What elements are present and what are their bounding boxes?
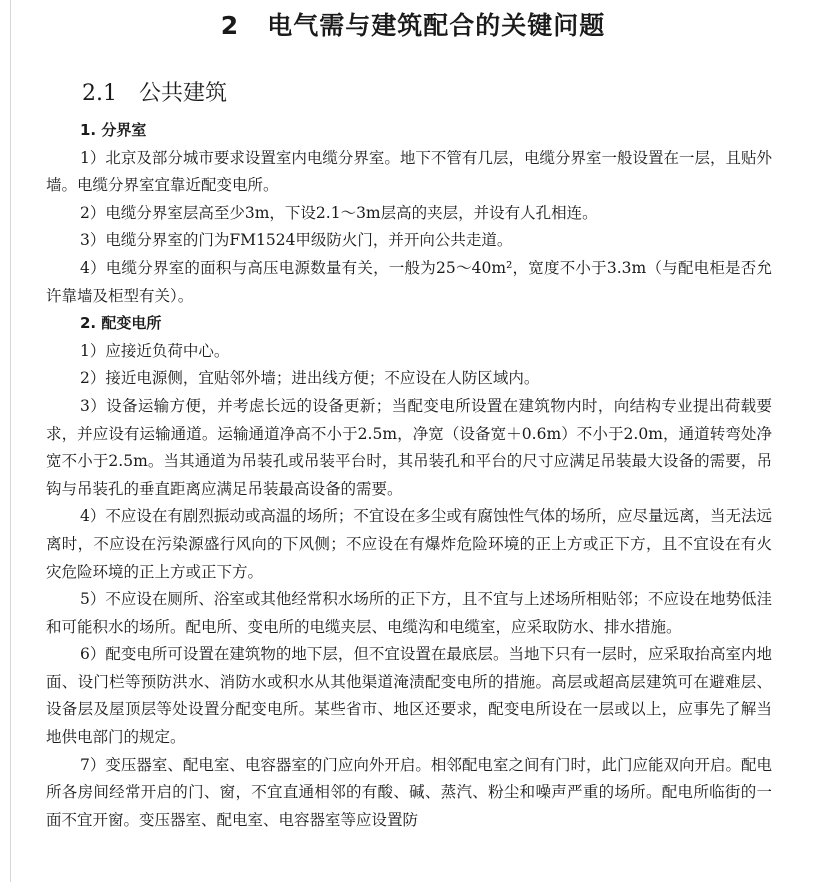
section-title-text: 公共建筑: [139, 81, 228, 106]
paragraph: 3）电缆分界室的门为FM1524甲级防火门，并开向公共走道。: [80, 231, 513, 250]
paragraph: 1）北京及部分城市要求设置室内电缆分界室。地下不管有几层，电缆分界室一般设置在一层，且贴外墙。电缆分界室宜靠近配变电所。: [46, 148, 772, 195]
section-number: 2.1: [82, 81, 117, 106]
paragraph: 6）配变电所可设置在建筑物的地下层，但不宜设置在最底层。当地下只有一层时，应采取抬高室内地面、设门栏等预防洪水、消防水或积水从其他渠道淹渍配变电所的措施。高层或超高层建筑可在避难层、设备层及屋顶层等处设置分配变电所。某些省市、地区还要求，配变电所设在一层或以上，应事先了解当地供电部门的规定。: [46, 645, 772, 747]
page-edge-line: [10, 0, 11, 882]
paragraph: 4）不应设在有剧烈振动或高温的场所；不宜设在多尘或有腐蚀性气体的场所，应尽量远离，当无法远离时，不应设在污染源盛行风向的下风侧；不应设在有爆炸危险环境的正上方或正下方，且不宜设在有火灾危险环境的正上方或正下方。: [46, 507, 772, 581]
subsection-heading: 2. 配变电所: [80, 314, 162, 333]
paragraph: 2）电缆分界室层高至少3m，下设2.1～3m层高的夹层，并设有人孔相连。: [80, 203, 598, 222]
paragraph: 3）设备运输方便，并考虑长远的设备更新；当配变电所设置在建筑物内时，向结构专业提出荷载要求，并应设有运输通道。运输通道净高不小于2.5m，净宽（设备宽＋0.6m）不小于2.0m，通道转弯处净宽不小于2.5m。当其通道为吊装孔或吊装平台时，其吊装孔和平台的尺寸应满足吊装最大设备的需要，吊钩与吊装孔的垂直距离应满足吊装最高设备的需要。: [46, 396, 772, 498]
subsection-heading: 1. 分界室: [80, 121, 147, 139]
paragraph: 5）不应设在厕所、浴室或其他经常积水场所的正下方，且不宜与上述场所相贴邻；不应设在地势低洼和可能积水的场所。配电所、变电所的电缆夹层、电缆沟和电缆室，应采取防水、排水措施。: [46, 590, 772, 636]
chapter-title-text: 电气需与建筑配合的关键问题: [267, 11, 606, 40]
paragraph: 7）变压器室、配电室、电容器室的门应向外开启。相邻配电室之间有门时，此门应能双向开启。配电所各房间经常开启的门、窗，不宜直通相邻的有酸、碱、蒸汽、粉尘和噪声严重的场所。配电所临街的一面不宜开窗。变压器室、配电室、电容器室等应设置防: [46, 755, 772, 829]
paragraph: 4）电缆分界室的面积与高压电源数量有关，一般为25～40m²，宽度不小于3.3m（与配电柜是否允许靠墙及柜型有关）。: [46, 258, 772, 305]
chapter-title: [0, 6, 826, 46]
section-title: [82, 76, 227, 112]
paragraph: 1）应接近负荷中心。: [80, 341, 230, 360]
chapter-number: 2: [220, 11, 240, 40]
body-text: [46, 117, 772, 834]
paragraph: 2）接近电源侧，宜贴邻外墙；进出线方便；不应设在人防区域内。: [80, 369, 540, 388]
